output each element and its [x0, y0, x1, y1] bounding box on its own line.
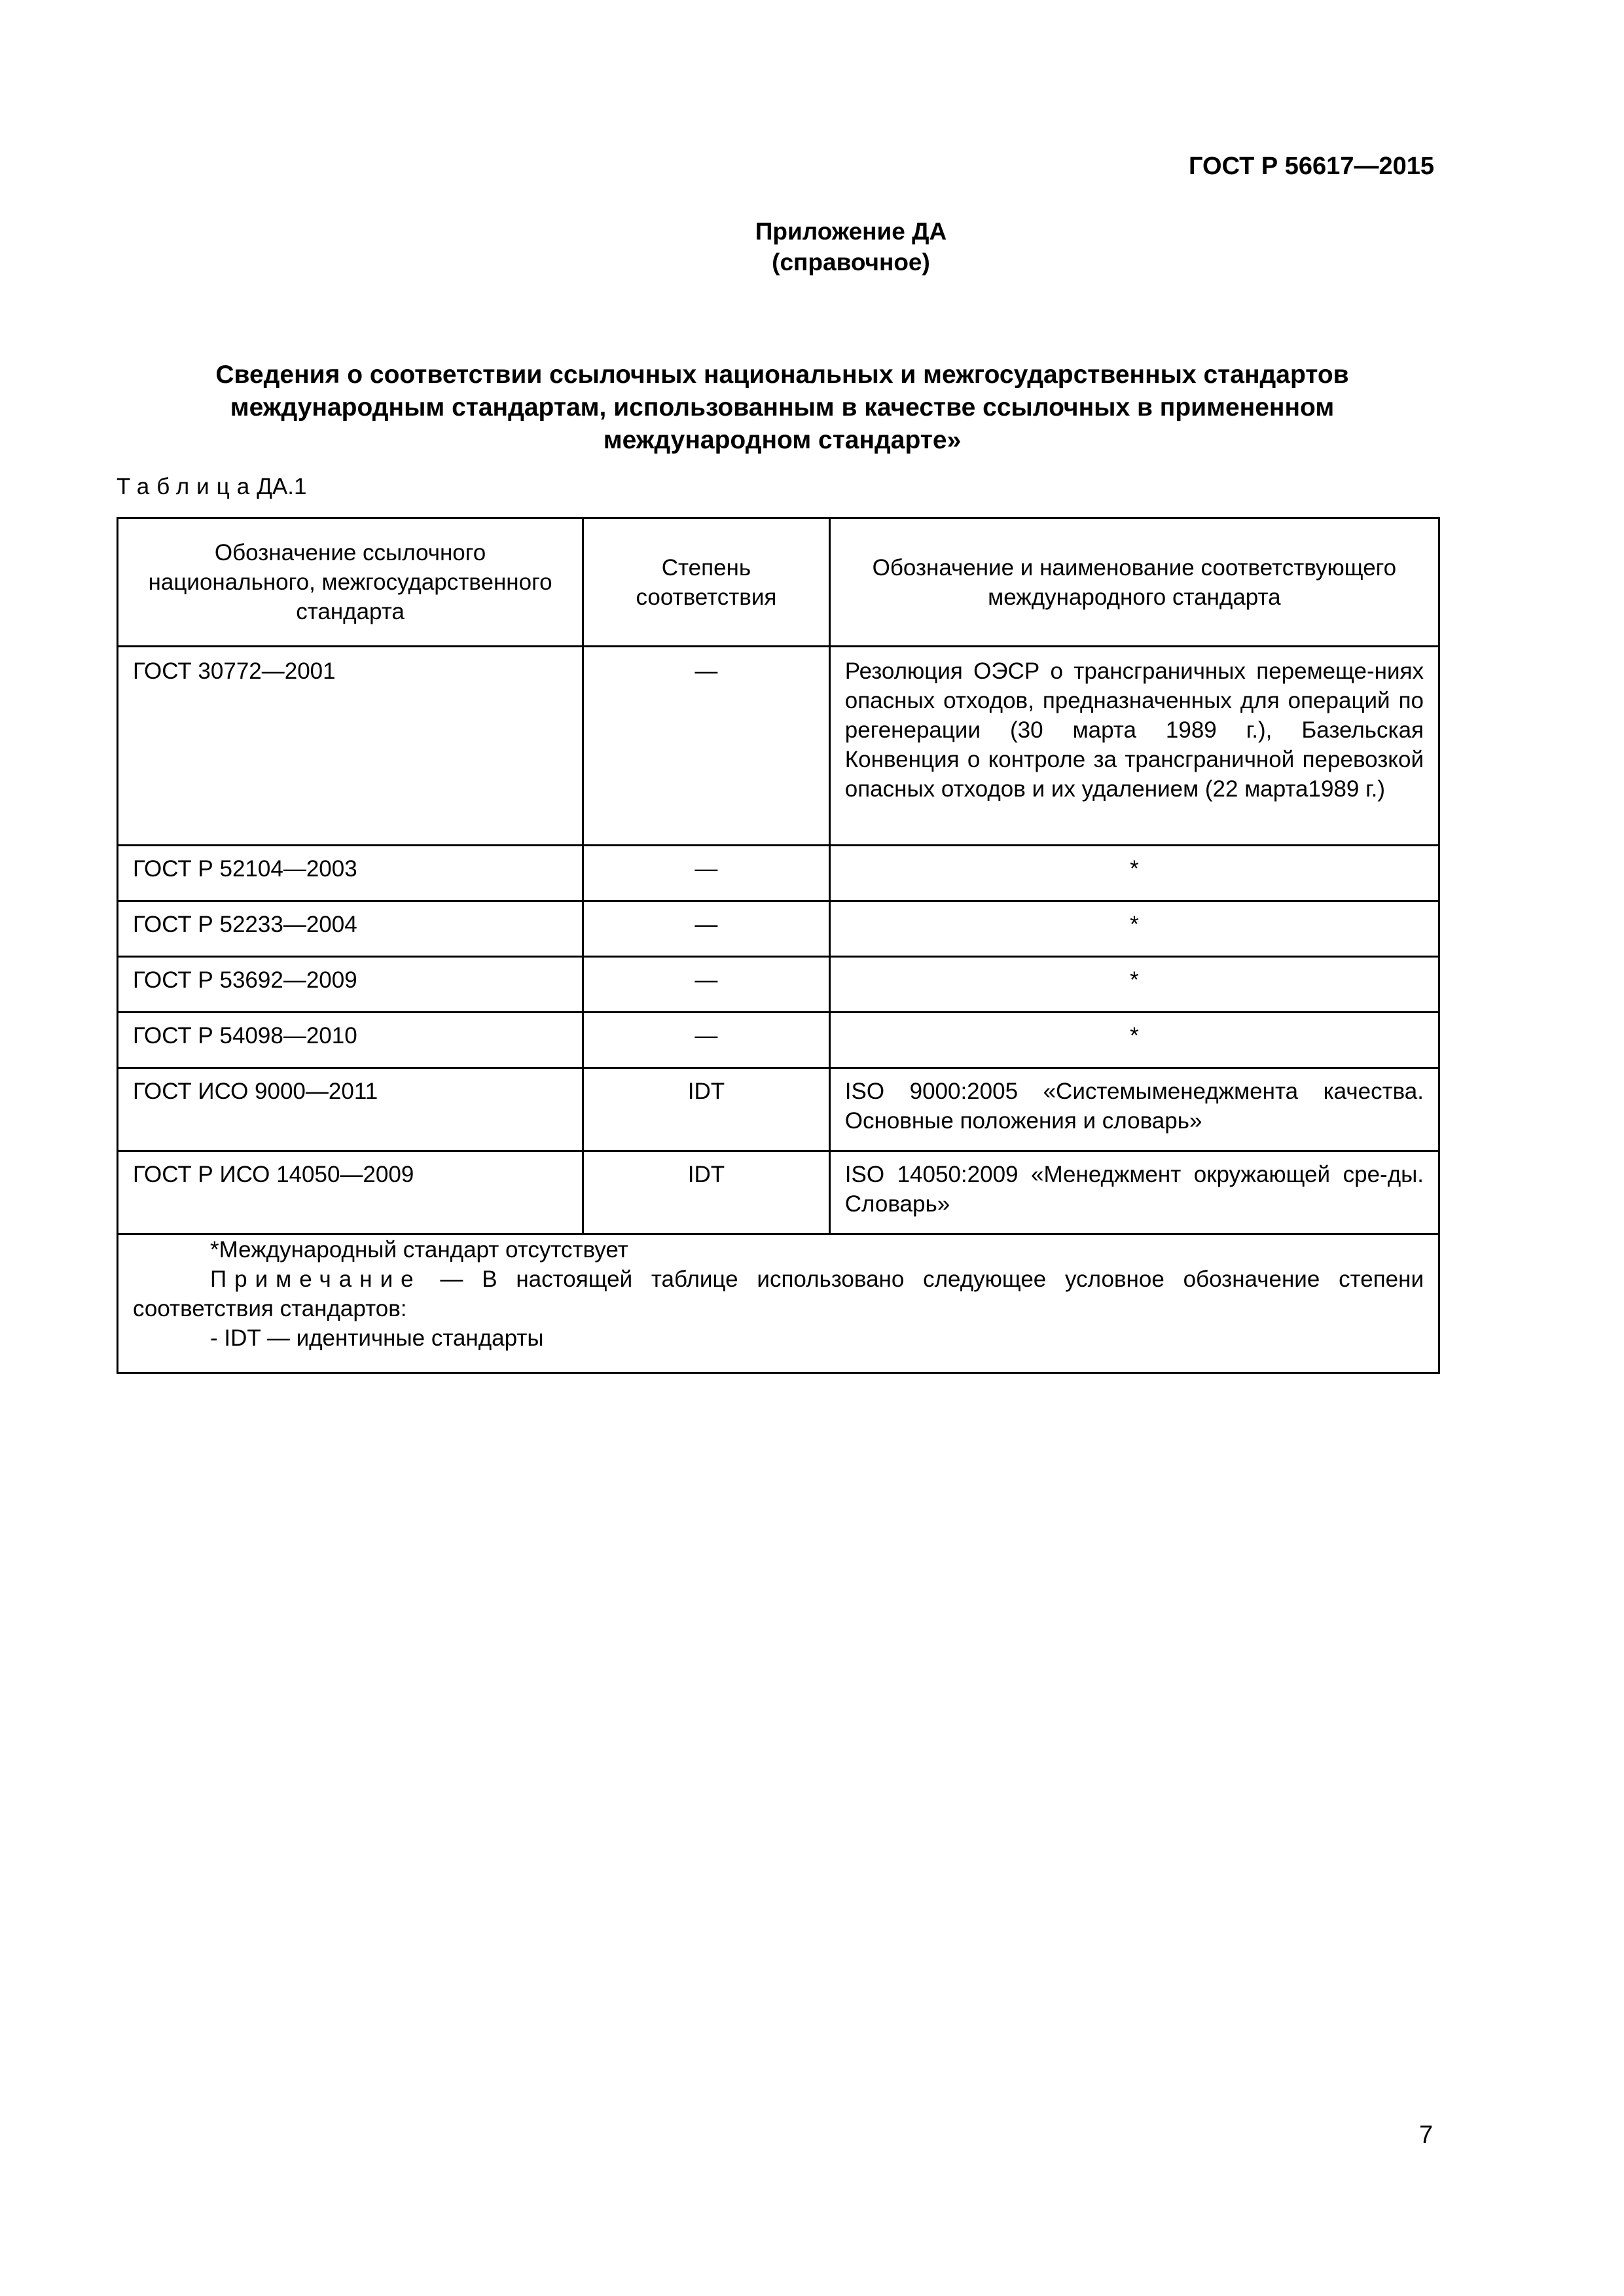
cell-designation: ГОСТ Р 52104—2003 [118, 846, 583, 901]
cell-international: Резолюция ОЭСР о трансграничных перемеще-ниях опасных отходов, предназначенных для операций по регенерации (30 марта 1989 г.), Базельская Конвенция о контроле за трансграничной перевозкой опасных отходов и их удалением (22 марта1989 г.) [829, 647, 1439, 846]
cell-degree: — [583, 1013, 830, 1068]
table-label-word: Таблица [117, 474, 257, 499]
note-item: - IDT — идентичные стандарты [210, 1325, 544, 1351]
table-row [118, 1151, 1439, 1234]
cell-degree: IDT [583, 1068, 830, 1151]
header-degree: Степень соответствия [583, 518, 830, 647]
table-footer [118, 1234, 1439, 1373]
cell-international: * [829, 957, 1439, 1013]
cell-degree: — [583, 901, 830, 957]
document-code: ГОСТ Р 56617—2015 [1189, 152, 1434, 180]
table-label-number: ДА.1 [257, 474, 307, 499]
standards-table [117, 517, 1440, 1374]
annex-title: Приложение ДА [755, 218, 947, 245]
cell-designation: ГОСТ Р ИСО 14050—2009 [118, 1151, 583, 1234]
cell-designation: ГОСТ Р 52233—2004 [118, 901, 583, 957]
table-row [118, 1068, 1439, 1151]
table-row [118, 1013, 1439, 1068]
cell-degree: IDT [583, 1151, 830, 1234]
annex-heading [700, 216, 1001, 278]
main-title: Сведения о соответствии ссылочных национальных и межгосударственных стандартов международным стандартам, использованным в качестве ссылочных в примененном международном стандарте» [215, 361, 1349, 454]
cell-designation: ГОСТ Р 53692—2009 [118, 957, 583, 1013]
table-row [118, 846, 1439, 901]
table-header-row [118, 518, 1439, 647]
note-text: — В настоящей таблице использовано следующее условное обозначение степени соответствия стандартов: [133, 1266, 1424, 1321]
table-row [118, 957, 1439, 1013]
cell-designation: ГОСТ ИСО 9000—2011 [118, 1068, 583, 1151]
header-designation: Обозначение ссылочного национального, межгосударственного стандарта [118, 518, 583, 647]
table-label [117, 474, 306, 500]
cell-degree: — [583, 846, 830, 901]
cell-designation: ГОСТ Р 54098—2010 [118, 1013, 583, 1068]
annex-kind: (справочное) [772, 249, 930, 276]
page-number: 7 [1419, 2121, 1434, 2149]
cell-international: ISO 14050:2009 «Менеджмент окружающей сре-ды. Словарь» [829, 1151, 1439, 1234]
table-footer-row [118, 1234, 1439, 1373]
cell-designation: ГОСТ 30772—2001 [118, 647, 583, 846]
note-head: Примечание [210, 1266, 422, 1292]
cell-degree: — [583, 647, 830, 846]
header-international: Обозначение и наименование соответствующего международного стандарта [829, 518, 1439, 647]
table-row [118, 647, 1439, 846]
cell-international: ISO 9000:2005 «Системыменеджмента качества. Основные положения и словарь» [829, 1068, 1439, 1151]
note [133, 1265, 1424, 1323]
cell-international: * [829, 1013, 1439, 1068]
cell-degree: — [583, 957, 830, 1013]
table-row [118, 901, 1439, 957]
cell-international: * [829, 901, 1439, 957]
cell-international: * [829, 846, 1439, 901]
footnote: *Международный стандарт отсутствует [210, 1237, 628, 1263]
